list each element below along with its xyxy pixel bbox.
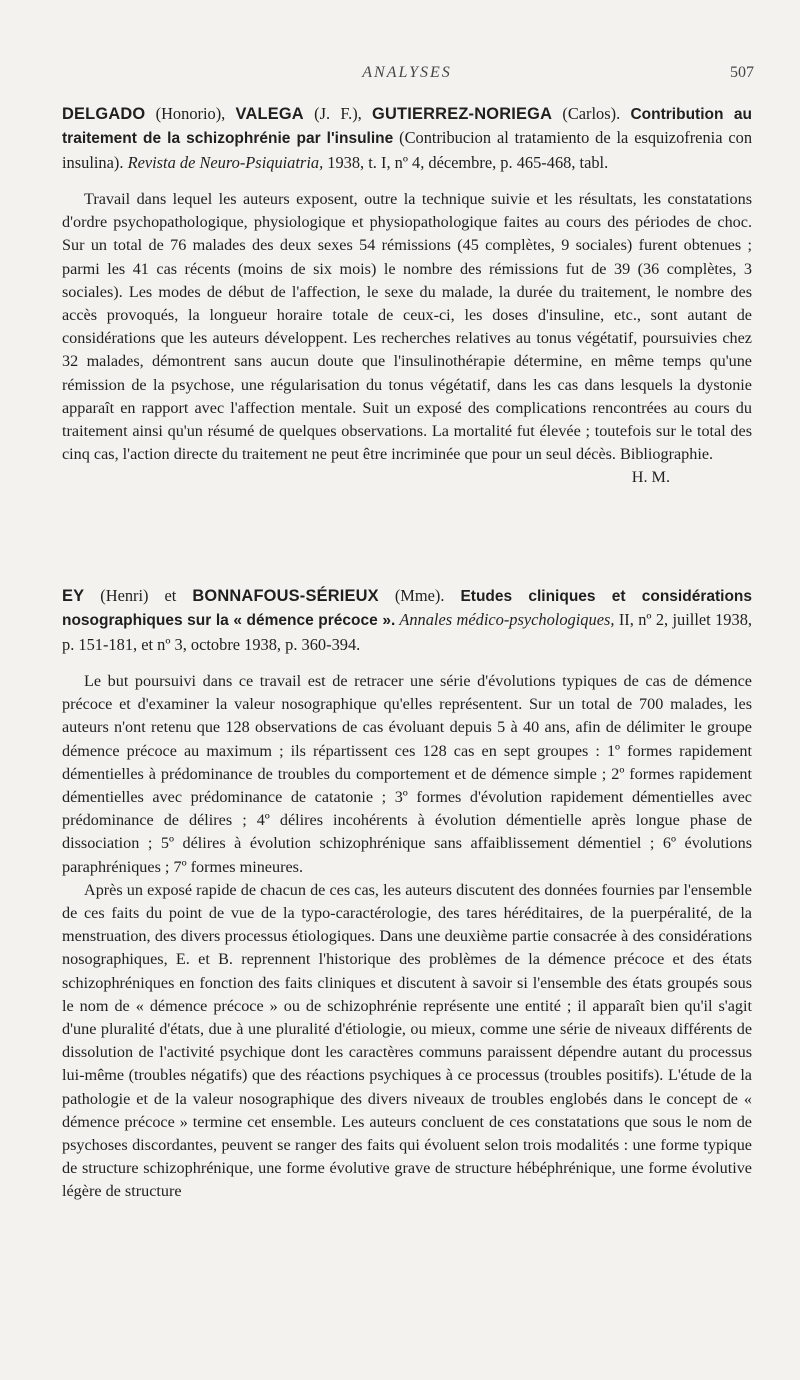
article-subtitle: (Contribucion al tratamiento de la esquizofrenia con insulina). [62,128,753,172]
journal-name: Annales médico-psychologiques, [395,610,615,630]
abstract [62,670,752,1204]
bibliographic-reference [62,584,752,656]
article-title: Contribution au traitement de la schizophrénie par l'insuline [62,106,753,148]
abstract [62,188,752,466]
author-name: VALEGA [235,105,304,123]
author-given: (J. F.), [303,104,373,123]
page-number: 507 [730,64,754,81]
author-given: (Honorio), [145,104,236,123]
citation-details: II, nº 2, juillet 1938, p. 151-181, et nº 3, octobre 1938, p. 360-394. [62,610,752,654]
running-head [60,64,754,88]
review-entry-1 [62,102,752,490]
citation-details: 1938, t. I, nº 4, décembre, p. 465-468, tabl. [323,152,609,172]
running-head-title: ANALYSES [362,64,452,81]
signature-line [62,466,752,489]
review-entry-2 [62,584,752,1204]
abstract-paragraph: Travail dans lequel les auteurs exposent, outre la technique suivie et les résultats, les constatations d'ordre psychopathologique, physiologique et physiopathologique faites au cours des périodes de choc. Sur un total de 76 malades des deux sexes 54 rémissions (45 complètes, 9 sociales) furent obtenues ; parmi les 41 cas récents (moins de six mois) le nombre des rémissions fut de 39 (36 complètes, 3 sociales). Les modes de début de l'affection, le sexe du malade, la durée du traitement, le nombre des accès provoqués, la longueur horaire totale de ceux-ci, les doses d'insuline, etc., sont autant de considérations que les auteurs développent. Les recherches relatives au tonus végétatif, poursuivies chez 32 malades, démontrent sans aucun doute que l'insulinothérapie détermine, en même temps qu'une rémission de la psychose, une régularisation du tonus végétatif, dans les cas dans lesquels la dystonie apparaît en rapport avec l'affection mentale. Suit un exposé des complications rencontrées au cours du traitement ainsi qu'un résumé de quelques observations. La mortalité fut élevée ; toutefois sur le total des cinq cas, l'action directe du traitement ne peut être incriminée que pour un seul décès. Bibliographie. [62,189,752,464]
bibliographic-reference [62,102,752,174]
author-name: BONNAFOUS-SÉRIEUX [192,587,379,605]
author-given: (Mme). [378,586,461,605]
author-name: GUTIERREZ-NORIEGA [372,105,553,123]
author-name: EY [62,587,85,605]
author-given: (Henri) et [84,586,193,605]
article-title: Etudes cliniques et considérations nosographiques sur la « démence précoce ». [62,588,752,630]
author-name: DELGADO [62,105,146,123]
journal-name: Revista de Neuro-Psiquiatria, [127,152,324,172]
reviewer-signature: H. M. [631,468,670,487]
abstract-paragraph: Le but poursuivi dans ce travail est de retracer une série d'évolutions typiques de cas de démence précoce et d'examiner la valeur nosographique qu'elles représentent. Sur un total de 700 malades, les auteurs n'ont retenu que 128 observations de cas évoluant depuis 5 à 40 ans, afin de délimiter le groupe démence précoce au maximum ; ils répartissent ces 128 cas en sept groupes : 1º formes rapidement démentielles à prédominance de troubles du comportement et de démence simple ; 2º formes rapidement démentielles avec prédominance de catatonie ; 3º formes d'évolution rapidement démentielles avec prédominance de délires ; 4º délires incohérents à évolution démentielle après longue phase de dissociation ; 5º délires à évolution schizophrénique sans affaiblissement démentiel ; 6º évolutions paraphréniques ; 7º formes mineures. [62,671,752,876]
author-given: (Carlos). [552,104,621,123]
abstract-paragraph: Après un exposé rapide de chacun de ces cas, les auteurs discutent des données fournies par l'ensemble de ces faits du point de vue de la typo-caractérologie, des tares héréditaires, de la puerpéralité, de la menstruation, des divers processus étiologiques. Dans une deuxième partie consacrée à des considérations nosographiques, E. et B. reprennent l'historique des problèmes de la démence précoce et des états schizophréniques en fonction des faits cliniques et discutent à savoir si l'ensemble des états groupés sous le nom de « démence précoce » ou de schizophrénie représente une entité ; il apparaît bien qu'il s'agit d'une pluralité d'états, due à une pluralité d'étiologie, ou mieux, comme une série de niveaux différents de dissolution de l'activité psychique dont les caractères communs paraissent dépendre autant du processus lui-même (troubles négatifs) que des réactions psychiques à ce processus (troubles positifs). L'étude de la pathologie et de la valeur nosographique des divers niveaux de troubles englobés dans le concept de « démence précoce » termine cet ensemble. Les auteurs concluent de ces constatations que sous le nom de psychoses discordantes, peuvent se ranger des faits qui évoluent selon trois modalités : une forme typique de structure schizophrénique, une forme évolutive grave de structure hébéphrénique, une forme évolutive légère de structure [62,880,752,1201]
